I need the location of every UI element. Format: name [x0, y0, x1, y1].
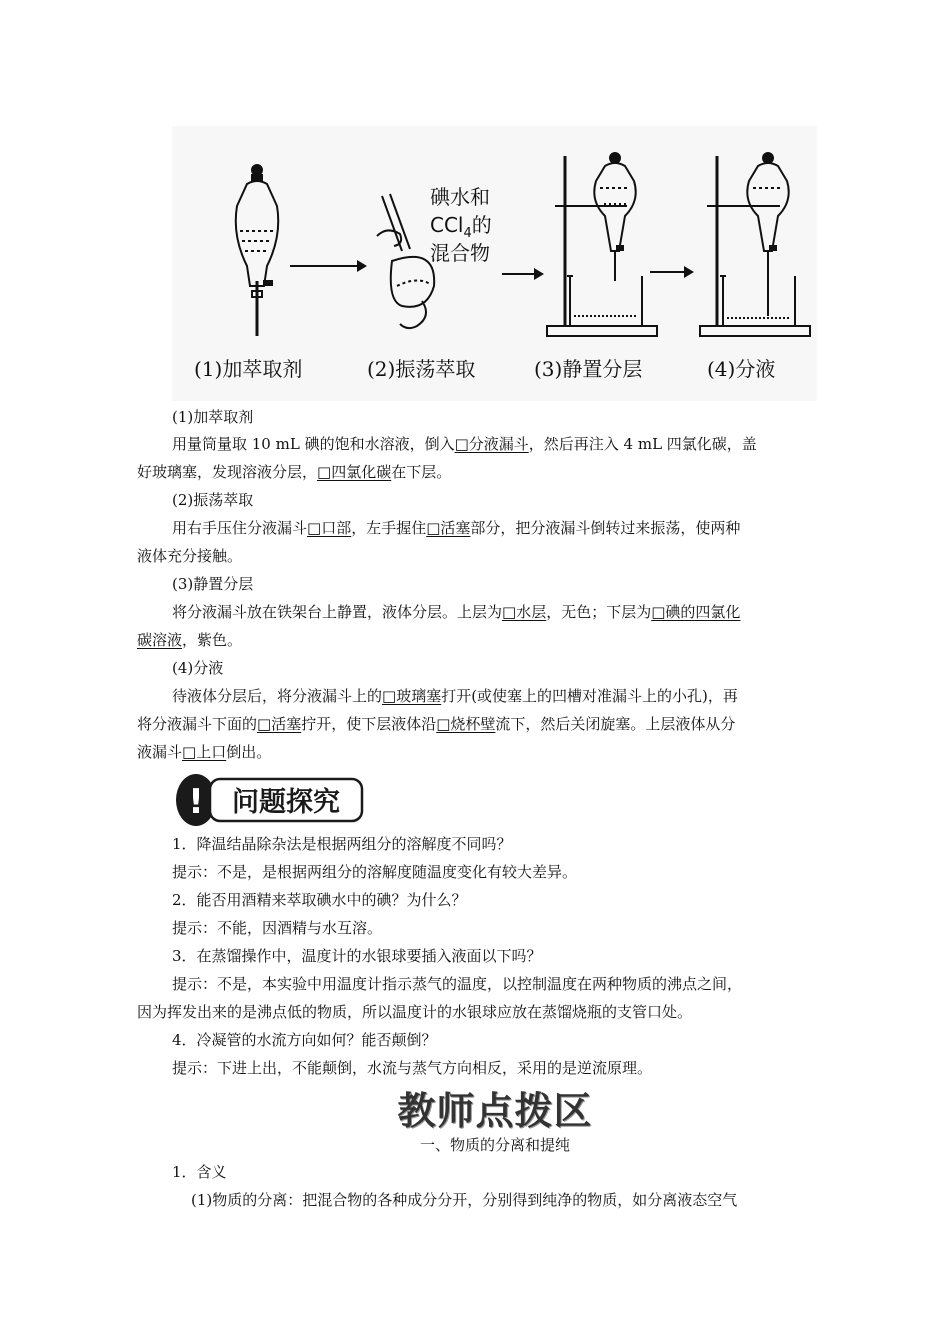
- step-paragraph-line: [137, 712, 735, 736]
- text-run: 打开(或使塞上的凹槽对准漏斗上的小孔)，再: [441, 687, 738, 705]
- step-caption-1: (1)加萃取剂: [194, 357, 303, 381]
- mix-label-3: 混合物: [430, 241, 490, 265]
- step-heading: (4)分液: [172, 659, 224, 677]
- step-paragraph-line: [172, 600, 740, 624]
- step-paragraph-line: [172, 684, 738, 708]
- banner-title: 问题探究: [232, 787, 340, 818]
- text-run: 将分液漏斗下面的: [137, 715, 258, 733]
- text-run: ，紫色。: [182, 631, 243, 649]
- question: 3．在蒸馏操作中，温度计的水银球要插入液面以下吗？: [172, 947, 542, 965]
- step-caption-3: (3)静置分层: [534, 357, 643, 381]
- text-run: 倒出。: [226, 743, 272, 761]
- text-run: 拧开，使下层液体沿: [301, 715, 437, 733]
- answer-blank: □上口: [182, 743, 227, 761]
- text-run: ，左手握住: [351, 519, 427, 537]
- step-paragraph-line: [137, 740, 271, 764]
- answer-hint: 提示：不是，本实验中用温度计指示蒸气的温度，以控制温度在两种物质的沸点之间，: [172, 975, 743, 993]
- question: 1．降温结晶除杂法是根据两组分的溶解度不同吗？: [172, 835, 512, 853]
- step-heading: (3)静置分层: [172, 575, 254, 593]
- question-banner: [172, 773, 368, 827]
- answer-blank: □四氯化碳: [317, 463, 392, 481]
- mix-label-1: 碘水和: [430, 185, 490, 209]
- extraction-diagram: [172, 126, 817, 401]
- tail-line-1: 1．含义: [172, 1163, 227, 1181]
- text-run: 将分液漏斗放在铁架台上静置，液体分层。上层为: [172, 603, 503, 621]
- step-caption-4: (4)分液: [707, 357, 776, 381]
- answer-blank: □玻璃塞: [382, 687, 442, 705]
- answer-hint: 提示：不是，是根据两组分的溶解度随温度变化有较大差异。: [172, 863, 578, 881]
- teacher-title: 教师点拨区: [397, 1089, 593, 1133]
- question: 2．能否用酒精来萃取碘水中的碘？为什么？: [172, 891, 467, 909]
- tail-line-2: (1)物质的分离：把混合物的各种成分分开，分别得到纯净的物质，如分离液态空气: [191, 1191, 738, 1209]
- step-paragraph-line: [137, 544, 242, 568]
- answer-blank: □分液漏斗: [454, 435, 529, 453]
- step-paragraph-line: [137, 460, 451, 484]
- answer-blank: □活塞: [257, 715, 302, 733]
- text-run: ，然后再注入 4 mL 四氯化碳，盖: [528, 435, 757, 453]
- text-run: 在下层。: [391, 463, 452, 481]
- step-caption-2: (2)振荡萃取: [367, 357, 476, 381]
- step-paragraph-line: [137, 628, 242, 652]
- text-run: 液漏斗: [137, 743, 183, 761]
- section-title: 一、物质的分离和提纯: [419, 1136, 570, 1154]
- answer-blank: □碘的四氯化: [651, 603, 741, 621]
- answer-hint: 提示：不能，因酒精与水互溶。: [172, 919, 383, 937]
- text-run: 液体充分接触。: [137, 547, 243, 565]
- answer-blank: □水层: [502, 603, 547, 621]
- text-run: 用右手压住分液漏斗: [172, 519, 308, 537]
- text-run: 流下，然后关闭旋塞。上层液体从分: [495, 715, 736, 733]
- answer-hint: 因为挥发出来的是沸点低的物质，所以温度计的水银球应放在蒸馏烧瓶的支管口处。: [137, 1003, 693, 1021]
- answer-hint: 提示：下进上出，不能颠倒，水流与蒸气方向相反，采用的是逆流原理。: [172, 1059, 653, 1077]
- answer-blank: □口部: [307, 519, 352, 537]
- exclamation-icon: !: [188, 782, 204, 822]
- answer-blank: □烧杯壁: [436, 715, 496, 733]
- step-paragraph-line: [172, 432, 757, 456]
- text-run: 用量筒量取 10 mL 碘的饱和水溶液，倒入: [172, 435, 455, 453]
- answer-blank: 碳溶液: [137, 631, 183, 649]
- question: 4．冷凝管的水流方向如何？能否颠倒？: [172, 1031, 437, 1049]
- mix-label-2: CCl$_4$的: [430, 213, 492, 241]
- text-run: 好玻璃塞，发现溶液分层，: [137, 463, 318, 481]
- step-heading: (1)加萃取剂: [172, 408, 254, 426]
- answer-blank: □活塞: [426, 519, 471, 537]
- text-run: 部分，把分液漏斗倒转过来振荡，使两种: [470, 519, 741, 537]
- text-run: 待液体分层后，将分液漏斗上的: [172, 687, 383, 705]
- step-heading: (2)振荡萃取: [172, 491, 254, 509]
- text-run: ，无色；下层为: [546, 603, 652, 621]
- step-paragraph-line: [172, 516, 740, 540]
